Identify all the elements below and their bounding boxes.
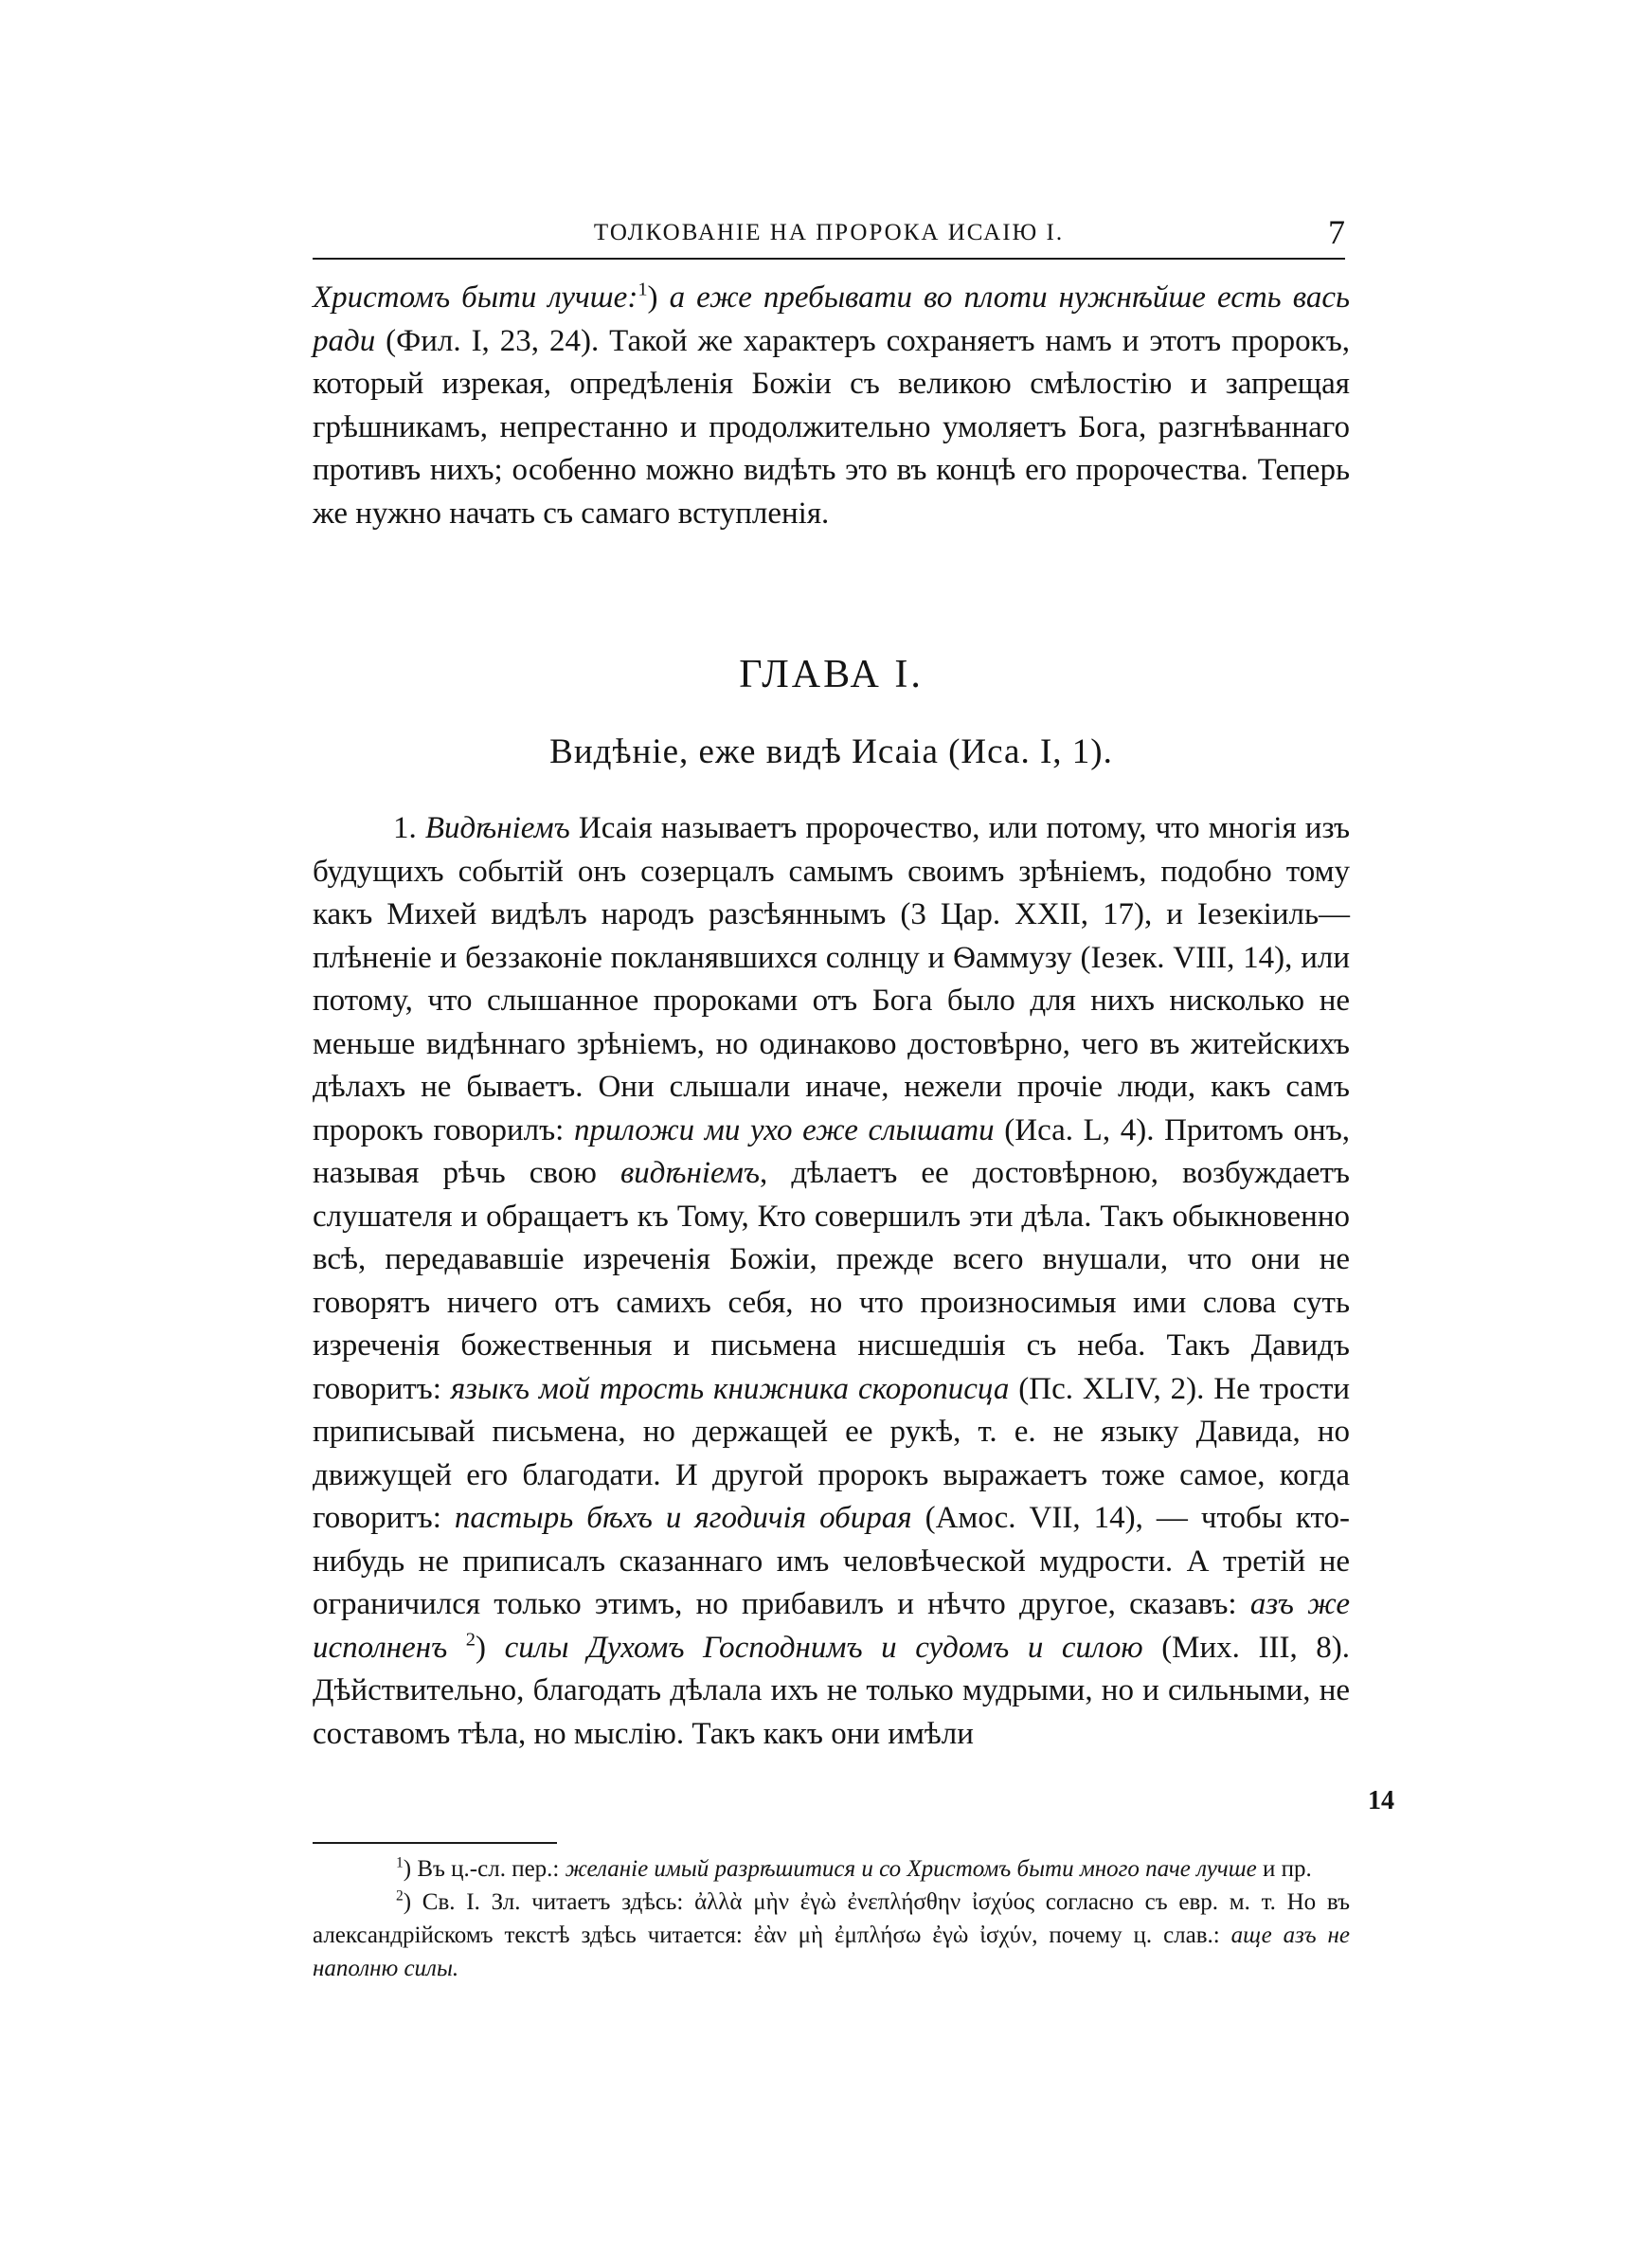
footnote-1-mark: 1	[396, 1854, 404, 1871]
main-italic-7: силы Духомъ Господнимъ и судомъ и силою	[504, 1630, 1143, 1665]
main-text-4: (Пс. XLIV, 2). Не трости приписывай письмена, но держащей ее рукѣ, т. е. не языку Давида, но движущей его благодати. И другой пророкъ выражаетъ тоже самое, когда говоритъ:	[313, 1371, 1351, 1535]
chapter-subtitle: Видѣніе, еже видѣ Исаіа (Иса. I, 1).	[549, 732, 1113, 771]
chapter-title: ГЛАВА I.	[739, 653, 924, 696]
main-text-2: (Иса. L, 4). Притомъ онъ, называя рѣчь свою	[313, 1112, 1351, 1190]
footnote-ref-2[interactable]: 2	[465, 1629, 476, 1651]
main-paragraph: 1. Видѣніемъ Исаія называетъ пророчество, или потому, что многія изъ будущихъ событій онъ созерцалъ самымъ своимъ зрѣніемъ, подобно тому какъ Михей видѣлъ народъ разсѣяннымъ (3 Цар. XXII, 17), и Іезекіиль—плѣненіе и беззаконіе покланявшихся солнцу и Ѳаммузу (Іезек. VIII, 14), или потому, что слышанное пророками отъ Бога было для нихъ нисколько не меньше видѣннаго зрѣніемъ, но одинаково достовѣрно, чего въ житейскихъ дѣлахъ не бываетъ. Они слышали иначе, нежели прочіе люди, какъ самъ пророкъ говорилъ: приложи ми ухо еже слышати (Иса. L, 4). Притомъ онъ, называя рѣчь свою видѣніемъ, дѣлаетъ ее достовѣрною, возбуждаетъ слушателя и обращаетъ къ Тому, Кто совершилъ эти дѣла. Такъ обыкновенно всѣ, передававшіе изреченія Божіи, прежде всего внушали, что они не говорятъ ничего отъ самихъ себя, но что произносимыя ими слова суть изреченія божественныя и письмена нисшедшія съ неба. Такъ Давидъ говоритъ: языкъ мой трость книжника скорописца (Пс. XLIV, 2). Не трости приписывай письмена, но держащей ее рукѣ, т. е. не языку Давида, но движущей его благодати. И другой пророкъ выражаетъ тоже самое, когда говоритъ: пастырь бѣхъ и ягодичія обирая (Амос. VII, 14), — чтобы кто-нибудь не приписалъ сказаннаго имъ человѣческой мудрости. А третій не ограничился только этимъ, но прибавилъ и нѣчто другое, сказавъ: азъ же исполненъ $^2$) силы Духомъ Господнимъ и судомъ и силою (Мих. III, 8). Дѣйствительно, благодать дѣлала ихъ не только мудрыми, но и сильными, не составомъ тѣла, но мыслію. Такъ какъ они имѣли	[313, 811, 1351, 1751]
main-text-5: (Амос. VII, 14), — чтобы кто-нибудь не приписалъ сказаннаго имъ человѣческой мудрости. А третій не ограничился только этимъ, но прибавилъ и нѣчто другое, сказавъ:	[313, 1501, 1351, 1621]
intro-italic-1: Христомъ быти лучше:	[313, 280, 638, 315]
paragraph-number: 1.	[393, 811, 417, 845]
main-text-1: Исаія называетъ пророчество, или потому, что многія изъ будущихъ событій онъ созерцалъ самымъ своимъ зрѣніемъ, подобно тому какъ Михей видѣлъ народъ разсѣяннымъ (3 Цар. XXII, 17), и Іезекіиль—плѣненіе и беззаконіе покланявшихся солнцу и Ѳаммузу (Іезек. VIII, 14), или потому, что слышанное пророками отъ Бога было для нихъ нисколько не меньше видѣннаго зрѣніемъ, но одинаково достовѣрно, чего въ житейскихъ дѣлахъ не бываетъ. Они слышали иначе, нежели прочіе люди, какъ самъ пророкъ говорилъ:	[313, 811, 1351, 1147]
footnote-2-text: ) Св. I. Зл. читаетъ здѣсь: ἀλλὰ μὴν ἐγὼ ἐνεπλήσθην ἰσχύος согласно съ евр. м. т. Но въ александрійскомъ текстѣ здѣсь читается: ἐὰν μὴ ἐμπλήσω ἐγὼ ἰσχύν, почему ц. слав.:	[313, 1889, 1350, 1948]
footnote-1-italic: желаніе имый разрѣшитися и со Христомъ быти много паче лучше	[565, 1856, 1257, 1882]
footnotes	[313, 1852, 1350, 1985]
footnote-1-end: и пр.	[1262, 1856, 1312, 1882]
page-number: 7	[1328, 213, 1345, 251]
intro-text: (Фил. I, 23, 24). Такой же характеръ сохраняетъ намъ и этотъ пророкъ, который изрекая, опредѣленія Божіи съ великою смѣлостію и запрещая грѣшникамъ, непрестанно и продолжительно умоляетъ Бога, разгнѣваннаго противъ нихъ; особенно можно видѣть это въ концѣ его пророчества. Теперь же нужно начать съ самаго вступленія.	[313, 323, 1351, 531]
footnote-1	[313, 1852, 1350, 1886]
main-italic-4: языкъ мой трость книжника скорописца	[450, 1371, 1010, 1406]
main-text-6: (Мих. III, 8). Дѣйствительно, благодать дѣлала ихъ не только мудрыми, но и сильными, не составомъ тѣла, но мыслію. Такъ какъ они имѣли	[313, 1630, 1351, 1751]
footnote-2-italic: аще азъ не наполню силы.	[313, 1923, 1350, 1981]
footnote-1-text: ) Въ ц.-сл. пер.:	[403, 1856, 560, 1882]
footnote-2	[313, 1886, 1350, 1985]
main-italic-2: приложи ми ухо еже слышати	[573, 1112, 995, 1147]
running-header	[313, 213, 1345, 262]
main-italic-1: Видѣніемъ	[424, 811, 570, 845]
footnote-2-mark: 2	[396, 1887, 404, 1905]
intro-paragraph: Христомъ быти лучше:$^1$) а еже пребывати во плоти нужнѣйше есть вась ради (Фил. I, 23, 24). Такой же характеръ сохраняетъ намъ и этотъ пророкъ, который изрекая, опредѣленія Божіи съ великою смѣлостію и запрещая грѣшникамъ, непрестанно и продолжительно умоляетъ Бога, разгнѣваннаго противъ нихъ; особенно можно видѣть это въ концѣ его пророчества. Теперь же нужно начать съ самаго вступленія.	[313, 279, 1351, 531]
main-italic-3: видѣніемъ	[620, 1156, 761, 1190]
running-title: ТОЛКОВАНІЕ НА ПРОРОКА ИСАІЮ I.	[593, 220, 1065, 245]
main-text-3: , дѣлаетъ ее достовѣрною, возбуждаетъ слушателя и обращаетъ къ Тому, Кто совершилъ эти дѣла. Такъ обыкновенно всѣ, передававшіе изреченія Божіи, прежде всего внушали, что они не говорятъ ничего отъ самихъ себя, но что произносимыя ими слова суть изреченія божественныя и письмена нисшедшія съ неба. Такъ Давидъ говоритъ:	[313, 1156, 1350, 1406]
margin-number: 14	[1368, 1786, 1394, 1815]
header-rule	[313, 258, 1345, 260]
footnote-ref-1[interactable]: 1	[637, 279, 648, 300]
intro-italic-2: а еже пребывати во плоти нужнѣйше есть вась ради	[313, 280, 1350, 358]
footnote-rule	[313, 1842, 557, 1844]
main-italic-5: пастырь бѣхъ и ягодичія обирая	[454, 1501, 912, 1535]
main-italic-6: азъ же исполненъ	[313, 1587, 1351, 1665]
